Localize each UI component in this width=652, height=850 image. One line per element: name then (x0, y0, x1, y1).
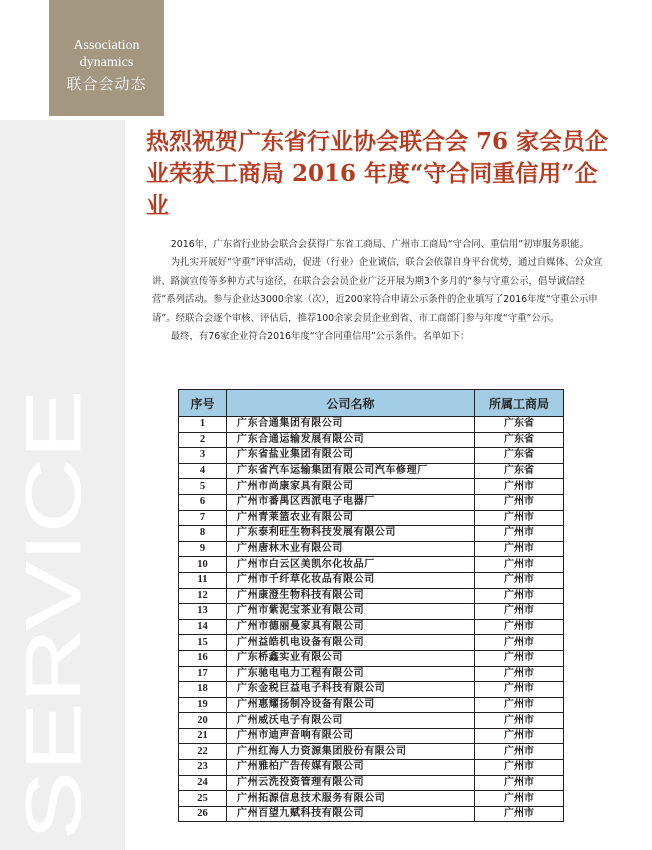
row-index: 25 (179, 791, 227, 807)
row-bureau: 广州市 (475, 526, 564, 542)
row-bureau: 广州市 (475, 604, 564, 620)
row-company-name: 广东合通运输发展有限公司 (227, 432, 475, 448)
table-row (179, 463, 564, 479)
row-bureau: 广州市 (475, 744, 564, 760)
row-index: 19 (179, 697, 227, 713)
row-bureau: 广州市 (475, 572, 564, 588)
row-index: 10 (179, 557, 227, 573)
table-row (179, 791, 564, 807)
table-row (179, 572, 564, 588)
header-company: 公司名称 (227, 390, 475, 417)
article-body (152, 236, 608, 346)
row-company-name: 广州市德丽曼家具有限公司 (227, 619, 475, 635)
vertical-watermark-text: SERVICE (9, 498, 97, 840)
table-row (179, 760, 564, 776)
row-company-name: 广州益皓机电设备有限公司 (227, 635, 475, 651)
row-index: 13 (179, 604, 227, 620)
row-bureau: 广州市 (475, 541, 564, 557)
row-index: 4 (179, 463, 227, 479)
table-body (179, 417, 564, 822)
row-bureau: 广东省 (475, 448, 564, 464)
table-row (179, 448, 564, 464)
row-company-name: 广东桥鑫实业有限公司 (227, 650, 475, 666)
section-tag (49, 0, 164, 116)
row-index: 20 (179, 713, 227, 729)
row-bureau: 广州市 (475, 494, 564, 510)
row-company-name: 广州青莱篮农业有限公司 (227, 510, 475, 526)
row-bureau: 广州市 (475, 791, 564, 807)
vertical-watermark (2, 385, 102, 845)
row-company-name: 广东驰电电力工程有限公司 (227, 666, 475, 682)
row-index: 11 (179, 572, 227, 588)
table-row (179, 635, 564, 651)
row-company-name: 广州市迪声音响有限公司 (227, 728, 475, 744)
row-company-name: 广东金税巨益电子科技有限公司 (227, 682, 475, 698)
company-list-table (178, 389, 563, 822)
row-bureau: 广州市 (475, 666, 564, 682)
table-row (179, 494, 564, 510)
paragraph-2: 为扎实开展好“守重”评审活动，促进（行业）企业诚信，联合会依靠自身平台优势，通过自媒体、公众宣讲、路演宣传等多种方式与途径，在联合会会员企业广泛开展为期3个多月的“参与守重公示，倡导诚信经营”系列活动。参与企业达3000余家（次），近200家符合申请公示条件的企业填写了2016年度“守重公示申请”。经联合会逐个审核、评估后，推荐100余家会员企业到省、市工商部门参与年度“守重”公示。 (152, 257, 603, 324)
table-row (179, 588, 564, 604)
row-index: 3 (179, 448, 227, 464)
table-row (179, 728, 564, 744)
row-index: 14 (179, 619, 227, 635)
row-company-name: 广东省盐业集团有限公司 (227, 448, 475, 464)
row-index: 17 (179, 666, 227, 682)
row-company-name: 广东省汽车运输集团有限公司汽车修理厂 (227, 463, 475, 479)
section-label-cn: 联合会动态 (66, 75, 147, 93)
row-index: 18 (179, 682, 227, 698)
row-bureau: 广州市 (475, 682, 564, 698)
table-row (179, 541, 564, 557)
row-index: 8 (179, 526, 227, 542)
row-bureau: 广州市 (475, 760, 564, 776)
paragraph-3: 最终，有76家企业符合2016年度“守合同重信用”公示条件。名单如下： (170, 331, 470, 343)
row-company-name: 广州市紫泥宝茶业有限公司 (227, 604, 475, 620)
table-header-row (179, 390, 564, 417)
row-bureau: 广东省 (475, 463, 564, 479)
table-row (179, 666, 564, 682)
table-row (179, 697, 564, 713)
row-index: 26 (179, 806, 227, 822)
row-bureau: 广州市 (475, 557, 564, 573)
row-company-name: 广州拓源信息技术服务有限公司 (227, 791, 475, 807)
table-row (179, 619, 564, 635)
article-title: 热烈祝贺广东省行业协会联合会 76 家会员企业荣获工商局 2016 年度“守合同重信用”企业 (146, 128, 609, 219)
row-company-name: 广州百望九赋科技有限公司 (227, 806, 475, 822)
row-company-name: 广东泰利旺生物科技发展有限公司 (227, 526, 475, 542)
row-index: 16 (179, 650, 227, 666)
row-company-name: 广州市白云区美凯尔化妆品厂 (227, 557, 475, 573)
row-bureau: 广州市 (475, 479, 564, 495)
row-index: 9 (179, 541, 227, 557)
table-row (179, 806, 564, 822)
row-index: 12 (179, 588, 227, 604)
row-index: 24 (179, 775, 227, 791)
row-bureau: 广州市 (475, 713, 564, 729)
row-company-name: 广州惠耀扬制冷设备有限公司 (227, 697, 475, 713)
section-label-en-2: dynamics (79, 55, 134, 70)
row-index: 6 (179, 494, 227, 510)
row-company-name: 广州红海人力资源集团股份有限公司 (227, 744, 475, 760)
table-row (179, 510, 564, 526)
table-row (179, 744, 564, 760)
row-index: 5 (179, 479, 227, 495)
row-index: 21 (179, 728, 227, 744)
table-row (179, 526, 564, 542)
row-bureau: 广州市 (475, 775, 564, 791)
row-bureau: 广州市 (475, 635, 564, 651)
row-bureau: 广州市 (475, 806, 564, 822)
row-company-name: 广州云洗投资管理有限公司 (227, 775, 475, 791)
row-company-name: 广州市千纤草化妆品有限公司 (227, 572, 475, 588)
row-bureau: 广东省 (475, 432, 564, 448)
row-company-name: 广州康澄生物科技有限公司 (227, 588, 475, 604)
table-row (179, 604, 564, 620)
row-bureau: 广州市 (475, 728, 564, 744)
row-company-name: 广州市尚康家具有限公司 (227, 479, 475, 495)
row-bureau: 广州市 (475, 697, 564, 713)
row-company-name: 广州市番禺区西派电子电器厂 (227, 494, 475, 510)
row-bureau: 广州市 (475, 650, 564, 666)
table-row (179, 432, 564, 448)
row-company-name: 广州威沃电子有限公司 (227, 713, 475, 729)
header-index: 序号 (179, 390, 227, 417)
row-index: 15 (179, 635, 227, 651)
row-index: 23 (179, 760, 227, 776)
row-index: 2 (179, 432, 227, 448)
row-company-name: 广东合通集团有限公司 (227, 417, 475, 433)
row-index: 7 (179, 510, 227, 526)
paragraph-1: 2016年，广东省行业协会联合会获得广东省工商局、广州市工商局“守合同、重信用”初审服务职能。 (170, 239, 589, 250)
row-company-name: 广州唐林木业有限公司 (227, 541, 475, 557)
section-label-en-1: Association (73, 38, 140, 53)
row-bureau: 广州市 (475, 510, 564, 526)
table-row (179, 713, 564, 729)
table-row (179, 682, 564, 698)
row-index: 22 (179, 744, 227, 760)
table-row (179, 775, 564, 791)
table-row (179, 479, 564, 495)
table-row (179, 650, 564, 666)
row-bureau: 广州市 (475, 619, 564, 635)
table-row (179, 417, 564, 433)
table-row (179, 557, 564, 573)
row-bureau: 广州市 (475, 588, 564, 604)
row-bureau: 广东省 (475, 417, 564, 433)
row-index: 1 (179, 417, 227, 433)
row-company-name: 广州雅柏广告传媒有限公司 (227, 760, 475, 776)
header-bureau: 所属工商局 (475, 390, 564, 417)
